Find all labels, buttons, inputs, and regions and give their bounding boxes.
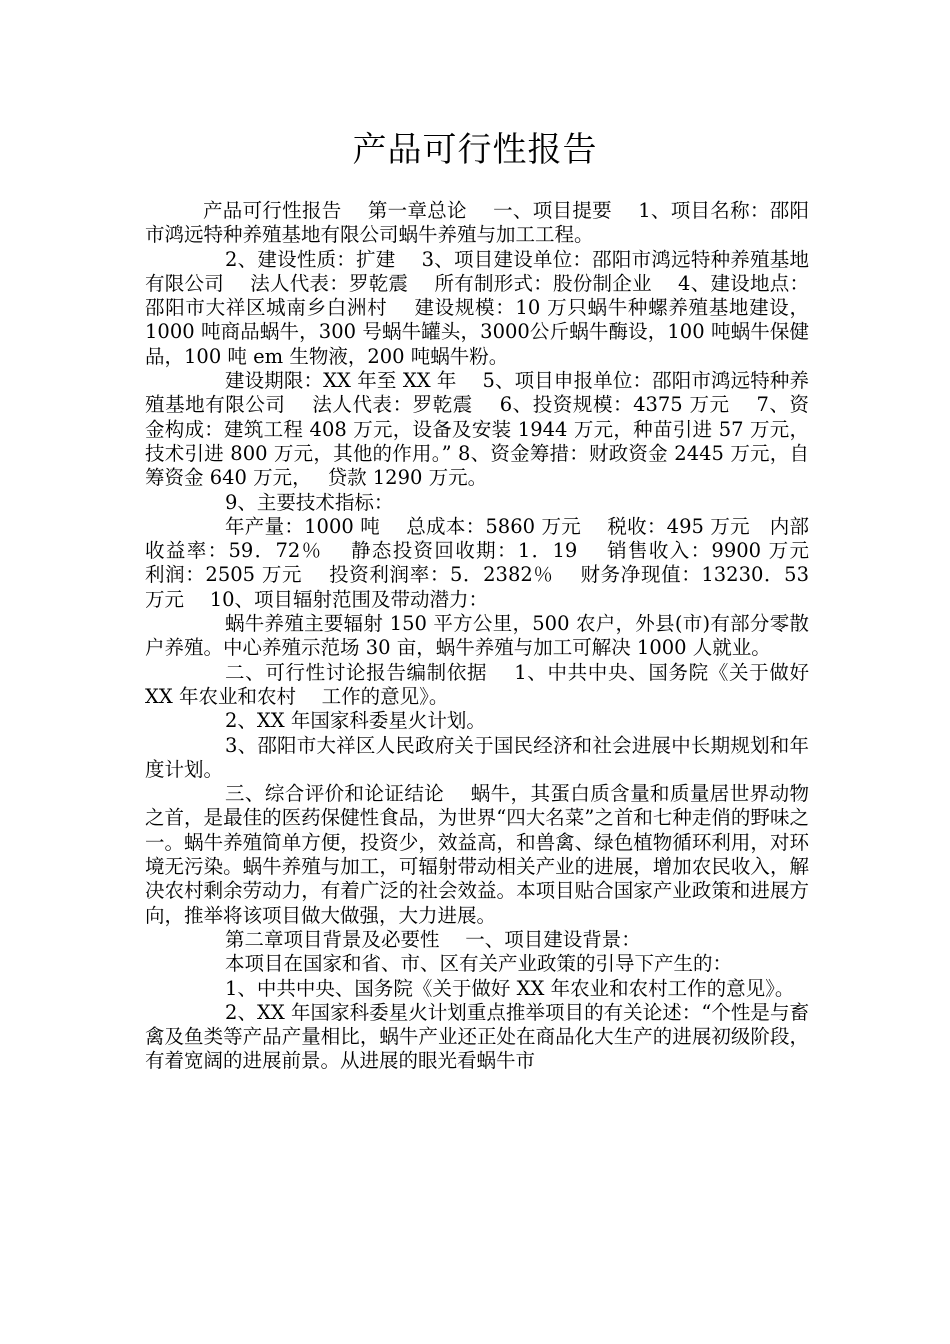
document-body	[145, 199, 835, 1074]
paragraph: 本项目在国家和省、市、区有关产业政策的引导下产生的：	[225, 952, 733, 976]
paragraph: 3、邵阳市大祥区人民政府关于国民经济和社会进展中长期规划和年度计划。	[145, 733, 809, 781]
paragraph: 年产量：1000 吨 总成本：5860 万元 税收：495 万元 内部收益率：59．72％ 静态投资回收期：1．19 销售收入：9900 万元 利润：2505 万元 投资利润率：5．2382％ 财务净现值：13230．53 万元 10、项目辐射范围及带动潜力：	[145, 514, 835, 611]
paragraph: 建设期限：XX 年至 XX 年 5、项目申报单位：邵阳市鸿远特种养殖基地有限公司 法人代表：罗乾震 6、投资规模：4375 万元 7、资金构成：建筑工程 408 万元，设备及安装 1944 万元，种苗引进 57 万元，技术引进 800 万元，其他的作用。” 8、资金筹措：财政资金 2445 万元，自筹资金 640 万元， 贷款 1290 万元。	[145, 369, 809, 490]
paragraph: 2、XX 年国家科委星火计划重点推举项目的有关论述：“个性是与畜禽及鱼类等产品产量相比，蜗牛产业还正处在商品化大生产的进展初级阶段，有着宽阔的进展前景。从进展的眼光看蜗牛市	[145, 1000, 809, 1073]
paragraph: 1、中共中央、国务院《关于做好 XX 年农业和农村工作的意见》。	[225, 976, 795, 1000]
paragraph: 三、综合评价和论证结论 蜗牛，其蛋白质含量和质量居世界动物之首，是最佳的医药保健性食品，为世界“四大名菜”之首和七种走俏的野味之一。蜗牛养殖简单方便，投资少，效益高，和兽禽、绿色植物循环利用，对环境无污染。蜗牛养殖与加工，可辐射带动相关产业的进展，增加农民收入，解决农村剩余劳动力，有着广泛的社会效益。本项目贴合国家产业政策和进展方向，推举将该项目做大做强，大力进展。	[145, 782, 809, 927]
paragraph: 9、主要技术指标：	[225, 490, 394, 514]
paragraph: 蜗牛养殖主要辐射 150 平方公里，500 农户，外县(市)有部分零散户养殖。中心养殖示范场 30 亩，蜗牛养殖与加工可解决 1000 人就业。	[145, 612, 809, 660]
paragraph: 2、XX 年国家科委星火计划。	[225, 709, 486, 733]
paragraph: 产品可行性报告 第一章总论 一、项目提要 1、项目名称：邵阳市鸿远特种养殖基地有限公司蜗牛养殖与加工工程。	[145, 199, 809, 247]
paragraph: 第二章项目背景及必要性 一、项目建设背景：	[225, 927, 641, 951]
document-title: 产品可行性报告	[352, 130, 598, 170]
paragraph: 二、可行性讨论报告编制依据 1、中共中央、国务院《关于做好 XX 年农业和农村 工作的意见》。	[145, 660, 809, 708]
paragraph: 2、建设性质：扩建 3、项目建设单位：邵阳市鸿远特种养殖基地有限公司 法人代表：罗乾震 所有制形式：股份制企业 4、建设地点：邵阳市大祥区城南乡白洲村 建设规模：10 万只蜗牛种螺养殖基地建设，1000 吨商品蜗牛，300 号蜗牛罐头，3000公斤蜗牛酶设，100 吨蜗牛保健品，100 吨 em 生物液，200 吨蜗牛粉。	[145, 247, 809, 368]
